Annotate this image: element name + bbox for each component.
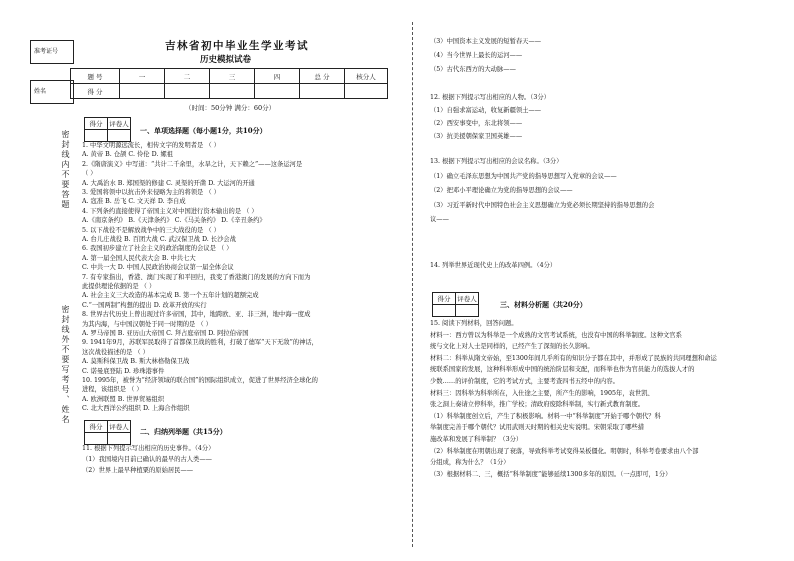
name-box [30, 80, 74, 104]
ticket-number-label: 准考证号 [34, 48, 59, 55]
text-line: 10. 1995年，被誉为“经济领域的联合国”的国际组织成立，促进了世界经济全球化的 [82, 377, 318, 384]
text-line: 统与文化上对人士是同样的，已经产生了深刻的长久影响。 [430, 343, 594, 351]
text-line: 材料三：因科举为科举所在，入仕途之主要，所产生的影响，1905年，袁世凯、 [430, 389, 654, 397]
text-line: 进程，该组织是 （ ） [82, 386, 143, 394]
section3-title: 三、材料分析题（共20分） [500, 300, 587, 309]
text-line: （2）西安事变中，东北将领—— [430, 120, 523, 127]
text-line: C. 北大西洋公约组织 D. 上海合作组织 [82, 405, 190, 413]
mini-grader-entry[interactable] [108, 130, 131, 142]
score-entry-cell[interactable] [345, 84, 388, 99]
section2-title: 二、归纳列举题（共15分） [140, 427, 227, 436]
mini-grader-label: 评卷人 [108, 421, 131, 433]
section1-score-box [84, 117, 131, 142]
q14: 14. 列举世界近现代史上的改革四例。（4分） [430, 262, 557, 269]
text-line: A. 大禹治水 B. 郑国渠的修建 C. 灵渠的开凿 D. 大运河的开通 [82, 179, 255, 187]
text-line: （1）科举制度创立后，产生了积极影响。材料一中“科举制度”开始于哪个朝代？科 [430, 412, 661, 420]
mini-grader-label: 评卷人 [456, 293, 479, 305]
score-entry-cell[interactable] [255, 84, 300, 99]
score-entry-cell[interactable] [300, 84, 345, 99]
text-line: （4）当今世界上最长的运河—— [430, 52, 523, 59]
text-line: 材料二：科举从隋文帝始，至1300年间几乎所有的知识分子都在其中，并形成了民族的共同理想和命运 [430, 354, 717, 362]
text-line: （1）自强求富运动，收复新疆领土—— [430, 107, 542, 114]
text-line: （2）把邓小平理论确立为党的指导思想的会议—— [430, 187, 573, 194]
score-entry-cell[interactable] [210, 84, 255, 99]
score-table [70, 68, 388, 99]
text-line: 7. 有专家指出，香港、澳门实现了和平回归，我变了香港澳门的发展的方向下而为 [82, 273, 311, 281]
text-line: （1）我国境内目前已确认的最早的古人类—— [82, 456, 212, 463]
score-header-cell: 一 [120, 69, 165, 84]
score-header-cell: 题 号 [71, 69, 120, 84]
text-line: 3. 爱国将领中以抗击外来侵略为主的将领是 （ ） [82, 189, 220, 196]
text-line: A. 第一届全国人民代表大会 B. 中共七大 [82, 254, 196, 262]
text-line: 13. 根据下列提示写出相应的会议名称。（3分） [430, 158, 563, 165]
exam-title: 吉林省初中毕业生学业考试 [165, 40, 309, 52]
score-header-cell: 三 [210, 69, 255, 84]
text-line: 5. 以下战役不是解放战争中的三大战役的是 （ ） [82, 226, 220, 234]
name-label: 姓名 [34, 88, 47, 95]
section2-score-box [84, 420, 131, 445]
exam-subtitle: 历史模拟试卷 [200, 55, 252, 65]
mini-grader-entry[interactable] [456, 305, 479, 317]
mini-score-label: 得分 [433, 293, 456, 305]
text-line: 材料一：西方曾以为科举是一个成熟的文官考试系统，也没有中国的科举制度。这种文官系 [430, 331, 682, 339]
text-line: 这次战役描述的是 （ ） [82, 348, 149, 356]
text-line: A. 黄帝 B. 仓颉 C. 伶伦 D. 嫘祖 [82, 151, 173, 159]
text-line: C.“一国两制”构想的提出 D. 改革开放的实行 [82, 301, 207, 309]
text-line: 分组成，称为什么？（1分） [430, 459, 510, 467]
text-line: （2）世界上最早种植粟的原始居民—— [82, 467, 194, 474]
mini-score-label: 得分 [85, 118, 108, 130]
text-line: 1. 中华文明源远流长，相传文字的发明者是 （ ） [82, 142, 220, 149]
mini-grader-entry[interactable] [108, 433, 131, 445]
text-line: 4. 下列条约直接使得了帝国主义对中国进行资本输出的是 （ ） [82, 207, 258, 215]
text-line: （3）根据材料二、三，概括“科举制度”能够延续1300多年的原因。（一点即可，1分） [430, 470, 672, 478]
text-line: 为其内海，与中国汉朝处于同一时期的是 （ ） [82, 320, 212, 328]
text-line: A. 欧洲联盟 B. 世界贸易组织 [82, 395, 165, 403]
text-line: 举制度完善于哪个朝代？试用武则天时期的相关史实说明。宋朝采取了哪些措 [430, 424, 645, 432]
text-line: 2.《隋唐演义》中写道：“共计二千余里，水旱之计，天下赖之”——这条运河是 [82, 160, 303, 168]
text-line: C. 诺曼底登陆 D. 珍珠港事件 [82, 367, 165, 375]
text-line: （5）古代东西方的大动脉—— [430, 66, 516, 73]
text-line: 张之洞上奏请立停科举，推广学校；清政府废除科举制，实行新式教育制度。 [430, 401, 645, 409]
time-note: （时间：50分钟 满分：60分） [185, 104, 276, 112]
text-line: 8. 世界古代历史上曾出现过许多帝国，其中，地跨欧、亚、非三洲，地中海一度成 [82, 311, 311, 319]
text-line: 11. 根据下列提示写出相应的历史事件。（4分） [82, 445, 215, 452]
text-line: 议—— [430, 216, 449, 223]
score-entry-cell[interactable] [165, 84, 210, 99]
mini-score-entry[interactable] [85, 433, 108, 445]
text-line: （ ） [82, 170, 97, 178]
score-header-cell: 四 [255, 69, 300, 84]
mini-score-entry[interactable] [433, 305, 456, 317]
seal-line-text-2: 密封线外不要写考号、姓名 [61, 305, 70, 425]
score-entry-cell[interactable] [120, 84, 165, 99]
section1-title: 一、单项选择题（每小题1分，共10分） [140, 126, 267, 135]
text-line: （2）科举制度在明朝出现了衰落，导致科举考试变得呆板僵化。明朝时，科举考卷要求由八个部 [430, 447, 699, 455]
text-line: C. 中共一大 D. 中国人民政治协商会议第一届全体会议 [82, 264, 234, 272]
section3-score-box [432, 292, 479, 317]
mini-grader-label: 评卷人 [108, 118, 131, 130]
text-line: （3）抗美援朝保家卫国英雄—— [430, 133, 523, 140]
score-header-cell: 核分人 [345, 69, 388, 84]
text-line: A. 寇准 B. 岳飞 C. 文天祥 D. 李自成 [82, 198, 186, 206]
text-line: 6. 我国初步建立了社会主义的政治制度的会议是 （ ） [82, 245, 233, 253]
text-line: A. 社会主义三大改造的基本完成 B. 第一个五年计划的超额完成 [82, 292, 259, 300]
fold-line [412, 22, 413, 547]
mini-score-label: 得分 [85, 421, 108, 433]
text-line: 统联系国家的发展，这种科举形成中国的统治阶层和支配，而科举也作为官员能力的选拔人才的 [430, 366, 695, 374]
text-line: 施改革和发展了科举制？（3分） [430, 436, 523, 443]
text-line: 15. 阅读下列材料，回答问题。 [430, 320, 518, 327]
mini-score-entry[interactable] [85, 130, 108, 142]
score-row-label: 得 分 [71, 84, 120, 99]
seal-line-text-1: 密封线内不要答题 [61, 130, 70, 210]
text-line: A. 莫斯科保卫战 B. 斯大林格勒保卫战 [82, 358, 190, 366]
text-line: 此提供理论依据的是 （ ） [82, 283, 156, 290]
text-line: （1）确立毛泽东思想为中国共产党的指导思想写入党章的会议—— [430, 172, 617, 180]
ticket-number-box [30, 40, 74, 64]
text-line: 12. 根据下列提示写出相应的人物。（3分） [430, 94, 550, 101]
score-header-cell: 二 [165, 69, 210, 84]
score-header-cell: 总 分 [300, 69, 345, 84]
text-line: A. 台儿庄战役 B. 百团大战 C. 武汉保卫战 D. 长沙会战 [82, 236, 236, 243]
text-line: 少数……的评价制度，它的考试方式，主要考查四书五经中的内容。 [430, 378, 619, 385]
text-line: （3）中国资本主义发展的短暂春天—— [430, 38, 542, 45]
text-line: A.《南京条约》 B.《天津条约》 C.《马关条约》 D.《辛丑条约》 [82, 217, 266, 225]
text-line: （3）习近平新时代中国特色社会主义思想确立为党必须长期坚持的指导思想的会 [430, 201, 655, 209]
text-line: 9. 1941年9月，苏联军民取得了首都保卫战的胜利，打破了德军“天下无敌”的神话， [82, 339, 318, 347]
text-line: A. 罗马帝国 B. 亚历山大帝国 C. 拜占庭帝国 D. 阿拉伯帝国 [82, 330, 249, 337]
